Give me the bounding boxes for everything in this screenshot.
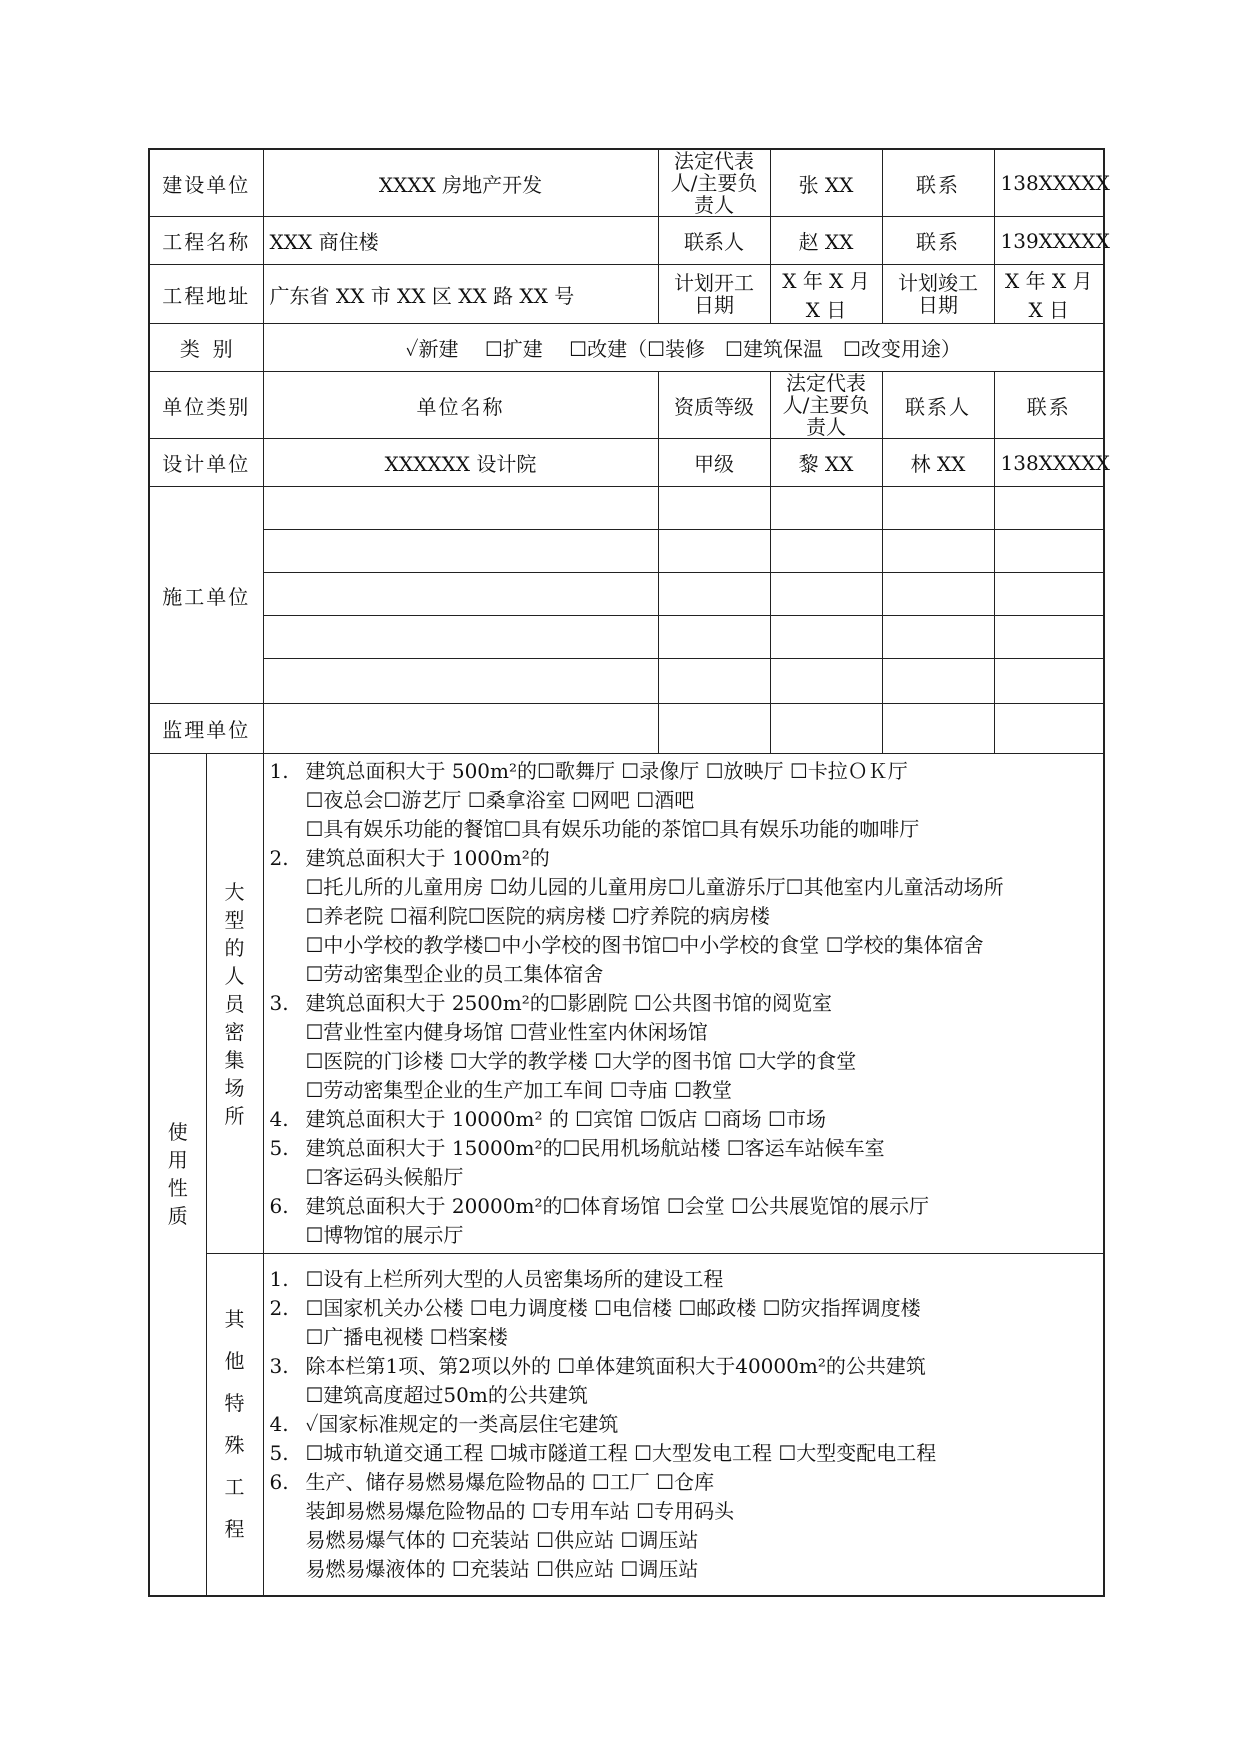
construction-unit-grade[interactable] bbox=[658, 573, 770, 616]
design-unit-label: 设计单位 bbox=[149, 439, 263, 487]
unit-person-header: 联系人 bbox=[882, 372, 994, 439]
usage-special-row bbox=[149, 1254, 1104, 1596]
construction-unit-name[interactable] bbox=[263, 573, 658, 616]
unit-contact-header: 联系 bbox=[994, 372, 1104, 439]
item-line[interactable]: ☐劳动密集型企业的员工集体宿舍 bbox=[305, 962, 604, 986]
planned-start-value[interactable]: X 年 X 月 X 日 bbox=[770, 265, 882, 324]
contact-person-label: 联系人 bbox=[658, 217, 770, 265]
project-contact-value[interactable]: 139XXXXX bbox=[994, 217, 1104, 265]
planned-start-label: 计划开工日期 bbox=[658, 265, 770, 324]
usage-label-char: 用 bbox=[167, 1148, 188, 1173]
item-number: 6. bbox=[269, 1194, 289, 1218]
large-label-char: 所 bbox=[224, 1103, 245, 1128]
large-label-char: 密 bbox=[224, 1019, 245, 1044]
supervision-unit-row bbox=[149, 704, 1104, 754]
usage-label-char: 使 bbox=[167, 1120, 188, 1145]
construction-unit-contact[interactable] bbox=[994, 487, 1104, 530]
row-project-name bbox=[149, 217, 1104, 265]
large-venue-list bbox=[263, 754, 1104, 1254]
supervision-unit-contact[interactable] bbox=[994, 704, 1104, 754]
row-project-address bbox=[149, 265, 1104, 324]
item-number: 3. bbox=[269, 1353, 289, 1378]
large-item-6 bbox=[270, 1192, 1098, 1250]
unit-type-header: 单位类别 bbox=[149, 372, 263, 439]
large-venue-label bbox=[206, 754, 263, 1254]
construction-unit-row-5 bbox=[149, 659, 1104, 704]
construction-unit-rep[interactable] bbox=[770, 659, 882, 704]
legal-rep-label: 法定代表人/主要负责人 bbox=[658, 149, 770, 217]
item-line[interactable]: ☐劳动密集型企业的生产加工车间 ☐寺庙 ☐教堂 bbox=[305, 1078, 733, 1102]
qualification-header: 资质等级 bbox=[658, 372, 770, 439]
construction-unit-rep[interactable] bbox=[770, 530, 882, 573]
item-line[interactable]: 易燃易爆液体的 ☐充装站 ☐供应站 ☐调压站 bbox=[305, 1556, 699, 1581]
planned-end-value[interactable]: X 年 X 月 X 日 bbox=[994, 265, 1104, 324]
category-options[interactable]: ✓新建 ☐扩建 ☐改建（☐装修 ☐建筑保温 ☐改变用途） bbox=[263, 324, 1104, 372]
construction-unit-grade[interactable] bbox=[658, 487, 770, 530]
construction-unit-person[interactable] bbox=[882, 659, 994, 704]
item-line[interactable]: 除本栏第1项、第2项以外的 ☐单体建筑面积大于40000m²的公共建筑 bbox=[305, 1353, 926, 1378]
special-label-char: 工 bbox=[224, 1475, 245, 1500]
item-number: 4. bbox=[269, 1107, 289, 1131]
construction-unit-row-2 bbox=[149, 530, 1104, 573]
design-unit-row bbox=[149, 439, 1104, 487]
large-label-char: 型 bbox=[224, 907, 245, 932]
item-line[interactable]: ☐建筑高度超过50m的公共建筑 bbox=[305, 1382, 588, 1407]
design-unit-person[interactable]: 林 XX bbox=[882, 439, 994, 487]
construction-unit-rep[interactable] bbox=[770, 573, 882, 616]
item-line[interactable]: ☐夜总会☐游艺厅 ☐桑拿浴室 ☐网吧 ☐酒吧 bbox=[305, 788, 695, 812]
item-line[interactable]: ☐托儿所的儿童用房 ☐幼儿园的儿童用房☐儿童游乐厅☐其他室内儿童活动场所 bbox=[305, 875, 1004, 899]
usage-nature-label bbox=[149, 754, 206, 1596]
item-line[interactable]: 建筑总面积大于 20000m²的☐体育场馆 ☐会堂 ☐公共展览馆的展示厅 bbox=[305, 1194, 929, 1218]
construction-unit-contact[interactable] bbox=[994, 659, 1104, 704]
item-line[interactable]: ☐设有上栏所列大型的人员密集场所的建设工程 bbox=[305, 1266, 724, 1291]
item-line[interactable]: ☐具有娱乐功能的餐馆☐具有娱乐功能的茶馆☐具有娱乐功能的咖啡厅 bbox=[305, 817, 920, 841]
project-contact-label: 联系 bbox=[882, 217, 994, 265]
contact-person-value[interactable]: 赵 XX bbox=[770, 217, 882, 265]
item-number: 1. bbox=[269, 759, 289, 783]
item-line[interactable]: ☐国家机关办公楼 ☐电力调度楼 ☐电信楼 ☐邮政楼 ☐防灾指挥调度楼 bbox=[305, 1295, 921, 1320]
item-line[interactable]: ☐博物馆的展示厅 bbox=[305, 1223, 464, 1247]
item-line[interactable]: ☐中小学校的教学楼☐中小学校的图书馆☐中小学校的食堂 ☐学校的集体宿舍 bbox=[305, 933, 984, 957]
item-line[interactable]: 建筑总面积大于 10000m² 的 ☐宾馆 ☐饭店 ☐商场 ☐市场 bbox=[305, 1107, 826, 1131]
construction-unit-name[interactable] bbox=[263, 616, 658, 659]
design-unit-rep[interactable]: 黎 XX bbox=[770, 439, 882, 487]
large-label-char: 的 bbox=[224, 935, 245, 960]
item-line[interactable]: 建筑总面积大于 2500m²的☐影剧院 ☐公共图书馆的阅览室 bbox=[305, 991, 832, 1015]
item-line[interactable]: 生产、储存易燃易爆危险物品的 ☐工厂 ☐仓库 bbox=[305, 1469, 715, 1494]
item-line[interactable]: ☐客运码头候船厅 bbox=[305, 1165, 464, 1189]
registration-form-table bbox=[148, 148, 1110, 1597]
project-name-value[interactable]: XXX 商住楼 bbox=[263, 217, 658, 265]
row-construction-owner bbox=[149, 149, 1104, 217]
item-number: 6. bbox=[269, 1469, 289, 1494]
design-unit-name[interactable]: XXXXXX 设计院 bbox=[263, 439, 658, 487]
construction-unit-row-3 bbox=[149, 573, 1104, 616]
special-item-2 bbox=[270, 1294, 1098, 1352]
construction-unit-person[interactable] bbox=[882, 487, 994, 530]
construction-unit-grade[interactable] bbox=[658, 659, 770, 704]
special-label-char: 特 bbox=[224, 1391, 245, 1416]
large-label-char: 大 bbox=[224, 879, 245, 904]
construction-unit-name[interactable] bbox=[263, 530, 658, 573]
legal-rep-value[interactable]: 张 XX bbox=[770, 149, 882, 217]
item-line[interactable]: ☐营业性室内健身场馆 ☐营业性室内休闲场馆 bbox=[305, 1020, 708, 1044]
item-line[interactable]: 装卸易燃易爆危险物品的 ☐专用车站 ☐专用码头 bbox=[305, 1498, 735, 1523]
special-label-char: 他 bbox=[224, 1349, 245, 1374]
construction-unit-name[interactable] bbox=[263, 659, 658, 704]
large-item-5 bbox=[270, 1134, 1098, 1192]
special-project-label bbox=[206, 1254, 263, 1596]
item-line[interactable]: ☐城市轨道交通工程 ☐城市隧道工程 ☐大型发电工程 ☐大型变配电工程 bbox=[305, 1440, 937, 1465]
category-label: 类 别 bbox=[149, 324, 263, 372]
contact-value[interactable]: 138XXXXX bbox=[994, 149, 1104, 217]
item-number: 5. bbox=[269, 1440, 289, 1465]
item-line[interactable]: ☐广播电视楼 ☐档案楼 bbox=[305, 1324, 508, 1349]
large-item-1 bbox=[270, 757, 1098, 844]
contact-label: 联系 bbox=[882, 149, 994, 217]
project-address-value[interactable]: 广东省 XX 市 XX 区 XX 路 XX 号 bbox=[263, 265, 658, 324]
special-item-4 bbox=[270, 1410, 1098, 1439]
large-item-4 bbox=[270, 1105, 1098, 1134]
item-line[interactable]: ✓国家标准规定的一类高层住宅建筑 bbox=[305, 1411, 619, 1436]
design-unit-grade[interactable]: 甲级 bbox=[658, 439, 770, 487]
construction-unit-rep[interactable] bbox=[770, 487, 882, 530]
special-label-char: 殊 bbox=[224, 1433, 245, 1458]
construction-unit-grade[interactable] bbox=[658, 530, 770, 573]
large-item-2 bbox=[270, 844, 1098, 989]
large-label-char: 场 bbox=[224, 1075, 245, 1100]
supervision-unit-rep[interactable] bbox=[770, 704, 882, 754]
large-label-char: 集 bbox=[224, 1047, 245, 1072]
construction-unit-row-4 bbox=[149, 616, 1104, 659]
item-number: 5. bbox=[269, 1136, 289, 1160]
construction-unit-person[interactable] bbox=[882, 530, 994, 573]
construction-unit-contact[interactable] bbox=[994, 616, 1104, 659]
special-item-6 bbox=[270, 1468, 1098, 1584]
construction-unit-rep[interactable] bbox=[770, 616, 882, 659]
usage-label-char: 性 bbox=[167, 1176, 188, 1201]
project-name-label: 工程名称 bbox=[149, 217, 263, 265]
special-label-char: 程 bbox=[224, 1517, 245, 1542]
construction-unit-grade[interactable] bbox=[658, 616, 770, 659]
large-label-char: 员 bbox=[224, 991, 245, 1016]
construction-unit-label: 施工单位 bbox=[149, 487, 263, 704]
construction-unit-contact[interactable] bbox=[994, 573, 1104, 616]
usage-large-row bbox=[149, 754, 1104, 1254]
item-number: 2. bbox=[269, 846, 289, 870]
supervision-unit-person[interactable] bbox=[882, 704, 994, 754]
unit-rep-header: 法定代表人/主要负责人 bbox=[770, 372, 882, 439]
item-line[interactable]: 易燃易爆气体的 ☐充装站 ☐供应站 ☐调压站 bbox=[305, 1527, 699, 1552]
item-number: 3. bbox=[269, 991, 289, 1015]
unit-name-header: 单位名称 bbox=[263, 372, 658, 439]
usage-label-char: 质 bbox=[167, 1204, 188, 1229]
design-unit-contact[interactable]: 138XXXXX bbox=[994, 439, 1104, 487]
unit-header-row bbox=[149, 372, 1104, 439]
construction-unit-contact[interactable] bbox=[994, 530, 1104, 573]
construction-owner-label: 建设单位 bbox=[149, 149, 263, 217]
project-address-label: 工程地址 bbox=[149, 265, 263, 324]
item-line[interactable]: ☐医院的门诊楼 ☐大学的教学楼 ☐大学的图书馆 ☐大学的食堂 bbox=[305, 1049, 857, 1073]
planned-end-label: 计划竣工日期 bbox=[882, 265, 994, 324]
item-number: 4. bbox=[269, 1411, 289, 1436]
large-label-char: 人 bbox=[224, 963, 245, 988]
item-line: 建筑总面积大于 1000m²的 bbox=[305, 846, 550, 870]
large-item-3 bbox=[270, 989, 1098, 1105]
construction-unit-row-1 bbox=[149, 487, 1104, 530]
item-line[interactable]: ☐养老院 ☐福利院☐医院的病房楼 ☐疗养院的病房楼 bbox=[305, 904, 770, 928]
special-project-list bbox=[263, 1254, 1104, 1596]
construction-unit-person[interactable] bbox=[882, 616, 994, 659]
special-item-1 bbox=[270, 1265, 1098, 1294]
special-item-3 bbox=[270, 1352, 1098, 1410]
construction-unit-person[interactable] bbox=[882, 573, 994, 616]
item-line[interactable]: 建筑总面积大于 15000m²的☐民用机场航站楼 ☐客运车站候车室 bbox=[305, 1136, 885, 1160]
item-number: 1. bbox=[269, 1266, 289, 1291]
item-number: 2. bbox=[269, 1295, 289, 1320]
row-category bbox=[149, 324, 1104, 372]
construction-owner-value[interactable]: XXXX 房地产开发 bbox=[263, 149, 658, 217]
special-item-5 bbox=[270, 1439, 1098, 1468]
supervision-unit-name[interactable] bbox=[263, 704, 658, 754]
special-label-char: 其 bbox=[224, 1307, 245, 1332]
construction-unit-name[interactable] bbox=[263, 487, 658, 530]
supervision-unit-label: 监理单位 bbox=[149, 704, 263, 754]
supervision-unit-grade[interactable] bbox=[658, 704, 770, 754]
item-line[interactable]: 建筑总面积大于 500m²的☐歌舞厅 ☐录像厅 ☐放映厅 ☐卡拉ＯＫ厅 bbox=[305, 759, 908, 783]
